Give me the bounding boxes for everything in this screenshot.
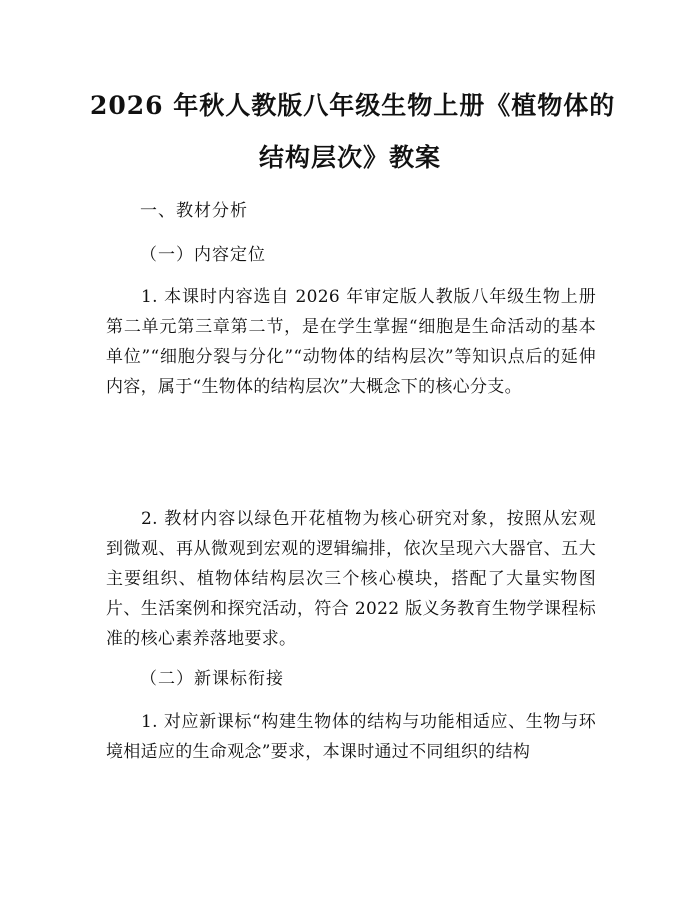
document-title-line-2: 结构层次》教案	[258, 143, 441, 172]
paragraph-2: 2. 教材内容以绿色开花植物为核心研究对象，按照从宏观到微观、再从微观到宏观的逻辑编排，依次呈现六大器官、五大主要组织、植物体结构层次三个核心模块，搭配了大量实物图片、生活案例和探究活动，符合 2022 版义务教育生物学课程标准的核心素养落地要求。	[106, 509, 596, 649]
document-title-line-1: 2026 年秋人教版八年级生物上册《植物体的	[90, 91, 616, 120]
subsection-heading-content-positioning: （一）内容定位	[140, 245, 266, 265]
section-heading-textbook-analysis: 一、教材分析	[140, 201, 248, 221]
subsection-heading-curriculum-link: （二）新课标衔接	[140, 669, 284, 689]
paragraph-1: 1. 本课时内容选自 2026 年审定版人教版八年级生物上册第二单元第三章第二节，是在学生掌握“细胞是生命活动的基本单位”“细胞分裂与分化”“动物体的结构层次”等知识点后的延伸内容，属于“生物体的结构层次”大概念下的核心分支。	[106, 287, 596, 397]
paragraph-3: 1. 对应新课标“构建生物体的结构与功能相适应、生物与环境相适应的生命观念”要求，本课时通过不同组织的结构	[106, 712, 596, 762]
